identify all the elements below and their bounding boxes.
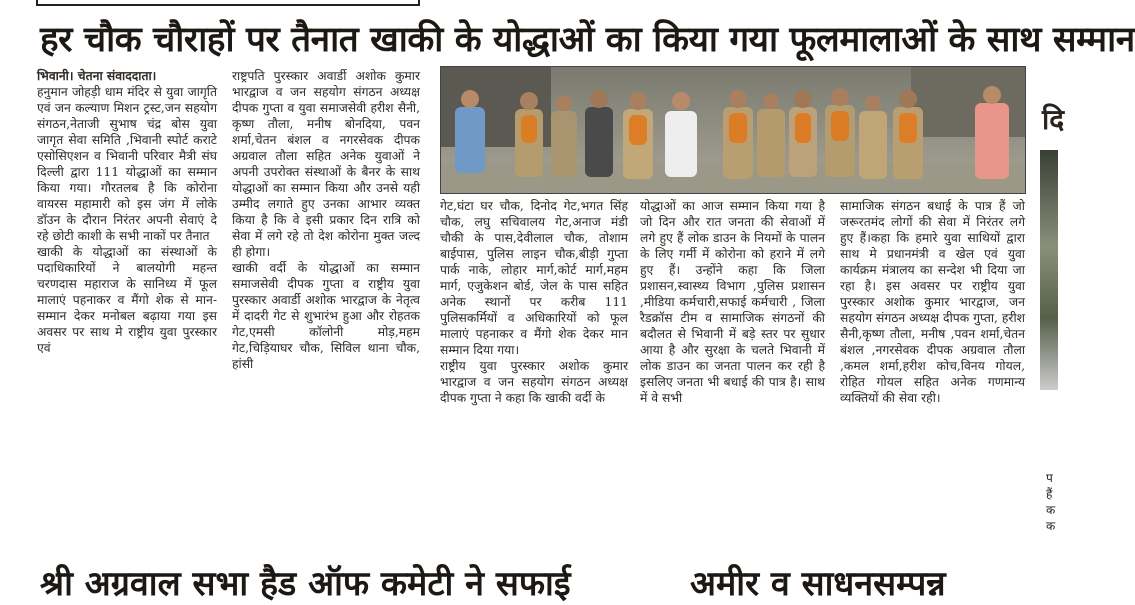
article-headline: हर चौक चौराहों पर तैनात खाकी के योद्धाओं का किया गया फूलमालाओं के साथ सम्मान [40, 20, 1135, 60]
article-column-2: राष्ट्रपति पुरस्कार अवार्डी अशोक कुमार भारद्वाज व जन सहयोग संगठन अध्यक्ष दीपक गुप्ता व युवा समाजसेवी हरीश सैनी, कृष्ण तौला, मनीष बोनदिया, पवन शर्मा,चेतन बंशल व नगरसेवक दीपक अग्रवाल तौला सहित अनेक युवाओं ने अपनी उपरोक्त संस्थाओं के बैनर के साथ योद्धाओं का सम्मान किया और उनसे यही उम्मीद लगाते हुए उनका आभार व्यक्त किया है कि वे इसी प्रकार दिन रात्रि को सेवा में लगे रहे तो देश कोरोना मुक्त जल्द ही होगा। खाकी वर्दी के योद्धाओं का सम्मान समाजसेवी दीपक गुप्ता व राष्ट्रीय युवा पुरस्कार अवार्डी अशोक भारद्वाज के नेतृत्व में दादरी गेट से शुभारंभ हुआ और रोहतक गेट,एमसी कॉलोनी मोड़,महम गेट,चिड़ियाघर चौक, सिविल थाना चौक, हांसी [232, 69, 420, 371]
byline: भिवानी। चेतना संवाददाता। [37, 68, 157, 83]
top-rule-box [36, 0, 420, 6]
photo-police-group [441, 67, 1025, 193]
article-column-3: गेट,घंटा घर चौक, दिनोद गेट,भगत सिंह चौक, लघु सचिवालय गेट,अनाज मंडी चौकी के पास,देवीलाल चौक, तोशाम बाईपास, पुलिस लाइन चौक,बीड़ी गुप्ता पार्क नाके, लोहार मार्ग,कोर्ट मार्ग,महम मार्ग, एजुकेशन बोर्ड, जेल के पास सहित अनेक स्थानों पर करीब 111 पुलिसकर्मियों व अधिकारियों को फूल मालाएं पहनाकर व मैंगो शेक देकर मान सम्मान दिया गया। राष्ट्रीय युवा पुरस्कार अशोक कुमार भारद्वाज व जन सहयोग संगठन अध्यक्ष दीपक गुप्ता ने कहा कि खाकी वर्दी के [440, 199, 628, 405]
article-column-4: योद्धाओं का आज सम्मान किया गया है जो दिन और रात जनता की सेवाओं में लगे हुए हैं लोक डाउन के नियमों के पालन के लिए गर्मी में कोरोना को हराने में लगे हुए हैं। उन्होंने कहा कि जिला प्रशासन,स्वास्थ्य विभाग ,पुलिस प्रशासन ,मीडिया कर्मचारी,सफाई कर्मचारी , जिला रैडक्रॉस टीम व सामाजिक संगठनों की बदौलत से भिवानी में बड़े स्तर पर सुधार आया है और सुरक्षा के चलते भिवानी में लोक डाउन का जनता पालन कर रही है इसलिए जनता भी बधाई की पात्र है। साथ में वे सभी [640, 199, 825, 405]
article-column-1 [37, 68, 217, 356]
article-photo [440, 66, 1026, 194]
column-1-text: हनुमान जोहड़ी धाम मंदिर से युवा जागृति एवं जन कल्याण मिशन ट्रस्ट,जन सहयोग संगठन,नेताजी सुभाष चंद्र बोस युवा जागृत सेवा समिति ,भिवानी स्पोर्ट कराटे एसोसिएशन व भिवानी परिवार मैत्री संघ दिल्ली द्वारा 111 योद्धाओं का सम्मान किया गया। गौरतलब है कि कोरोना वायरस महामारी को इस जंग में लोके डॉउन के दौरान निरंतर अपनी सेवाएं दे रहे छोटी काशी के सभी नाकों पर तैनात खाकी के योद्धाओं का संस्थाओं के पदाधिकारियों ने बालयोगी महन्त चरणदास महाराज के सानिध्य में फूल मालाएं पहनाकर व मैंगो शेक से मान-सम्मान देकर मनोबल बढ़ाया गया इस अवसर पर साथ मे राष्ट्रीय युवा पुरस्कार एवं [37, 85, 217, 355]
adjacent-photo-fragment [1040, 150, 1058, 390]
article-column-5: सामाजिक संगठन बधाई के पात्र हैं जो जरूरतमंद लोगों की सेवा में निरंतर लगे हुए हैं।कहा कि हमारे युवा साथियों द्वारा साथ मे प्रधानमंत्री व खेल एवं युवा कार्यक्रम मंत्रालय का सन्देश भी दिया जा रहा है। इस अवसर पर राष्ट्रीय युवा पुरस्कार अशोक कुमार भारद्वाज, जन सहयोग संगठन अध्यक्ष दीपक गुप्ता, हरीश सैनी,कृष्ण तौला, मनीष ,पवन शर्मा,चेतन बंशल ,नगरसेवक दीपक अग्रवाल तौला ,कमल शर्मा,हरीश कोच,विनय गोयल, रोहित गोयल सहित अनेक गणमान्य व्यक्तियों की सेवा रही। [840, 199, 1025, 405]
adjacent-article-text-fragment: प हैं क क [1046, 471, 1056, 533]
next-article-headline-1: श्री अग्रवाल सभा हैड ऑफ कमेटी ने सफाई [40, 564, 571, 604]
adjacent-article-title-fragment: दि [1042, 103, 1065, 136]
next-article-headline-2: अमीर व साधनसम्पन्न [690, 564, 946, 604]
